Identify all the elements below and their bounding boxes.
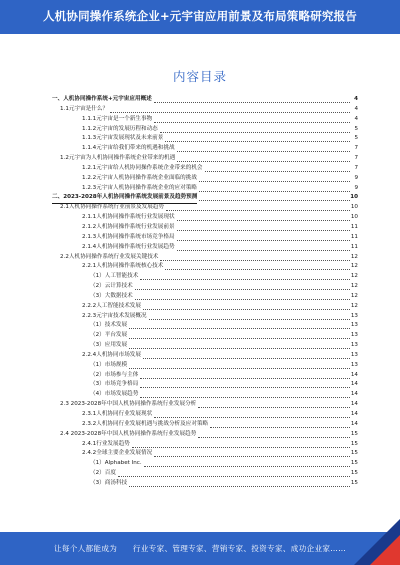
toc-entry[interactable]	[46, 479, 358, 489]
toc-page-number: 14	[350, 371, 358, 378]
toc-dot-leader	[143, 302, 350, 310]
toc-dot-leader	[110, 105, 350, 113]
corner-decoration-red	[370, 535, 400, 565]
toc-entry[interactable]	[46, 233, 358, 243]
toc-dot-leader	[177, 213, 350, 221]
toc-entry[interactable]	[46, 459, 358, 469]
toc-dot-leader	[199, 193, 350, 201]
toc-dot-leader	[135, 292, 350, 300]
toc-page-number: 15	[350, 440, 358, 447]
toc-entry[interactable]	[46, 292, 358, 302]
toc-dot-leader	[165, 134, 350, 142]
report-header-bar	[0, 0, 400, 34]
toc-dot-leader	[132, 440, 350, 448]
toc-dot-leader	[129, 331, 350, 339]
toc-entry-label: （1）技术发展	[90, 322, 128, 329]
toc-page-number: 13	[350, 351, 358, 358]
toc-entry[interactable]	[46, 430, 358, 440]
toc-entry[interactable]	[46, 125, 358, 135]
toc-entry[interactable]	[46, 272, 358, 282]
toc-entry-label: 2.2.4人机协同市场发展	[82, 351, 141, 358]
toc-dot-leader	[198, 430, 350, 438]
toc-entry[interactable]	[46, 410, 358, 420]
toc-page-number: 5	[354, 125, 358, 132]
toc-dot-leader	[154, 449, 350, 457]
toc-dot-leader	[154, 115, 350, 123]
toc-page-number: 12	[350, 283, 358, 290]
toc-page-number: 13	[350, 342, 358, 349]
toc-page-number: 15	[350, 470, 358, 477]
toc-page-number: 12	[350, 263, 358, 270]
toc-page-number: 13	[350, 322, 358, 329]
footer-bar	[0, 532, 400, 565]
report-title: 人机协同操作系统企业+元宇宙应用前景及布局策略研究报告	[42, 9, 358, 23]
toc-dot-leader	[198, 400, 350, 408]
toc-page-number: 7	[354, 164, 358, 171]
toc-entry[interactable]	[46, 243, 358, 253]
toc-dot-leader	[129, 341, 350, 349]
toc-dot-leader	[199, 184, 350, 192]
toc-dot-leader	[199, 174, 350, 182]
toc-dot-leader	[210, 420, 350, 428]
toc-page-number: 14	[350, 401, 358, 408]
toc-page-number: 15	[350, 479, 358, 486]
toc-entry-label: 1.1.3元宇宙发展现状及未来前景	[82, 135, 164, 142]
toc-entry[interactable]	[46, 331, 358, 341]
toc-page-number: 4	[354, 105, 358, 112]
toc-entry[interactable]	[46, 223, 358, 233]
toc-dot-leader	[177, 154, 350, 162]
toc-entry-label: 2.1.3人机协同操作系统市场竞争格局	[82, 233, 175, 240]
toc-dot-leader	[129, 479, 350, 487]
toc-page-number: 10	[350, 194, 358, 201]
toc-entry-label: 2.1.2人机协同操作系统行业发展前景	[82, 223, 175, 230]
toc-entry-label: 1.1元宇宙是什么？	[60, 105, 109, 112]
toc-entry-label: 2.2.1人机协同操作系统核心技术	[82, 263, 164, 270]
toc-entry-label: （3）应用发展	[90, 342, 128, 349]
toc-page-number: 7	[354, 155, 358, 162]
toc-entry[interactable]	[46, 440, 358, 450]
toc-page-number: 7	[354, 145, 358, 152]
toc-dot-leader	[160, 253, 350, 261]
toc-page-number: 12	[350, 273, 358, 280]
toc-page-number: 5	[354, 135, 358, 142]
toc-page-number: 11	[350, 233, 358, 240]
toc-entry-label: （2）平台发展	[90, 332, 128, 339]
toc-page-number: 9	[354, 184, 358, 191]
toc-dot-leader	[177, 223, 350, 231]
toc-entry[interactable]	[46, 105, 358, 115]
toc-dot-leader	[118, 469, 350, 477]
toc-entry[interactable]	[46, 341, 358, 351]
toc-entry[interactable]	[46, 262, 358, 272]
toc-entry-label: 2.1.4人机协同操作系统行业发展趋势	[82, 243, 175, 250]
toc-dot-leader	[177, 243, 350, 251]
toc-entry-label: （4）市场发展趋势	[90, 391, 139, 398]
toc-entry-label: 2.3 2023-2028年中国人机协同操作系统行业发展分析	[60, 401, 197, 408]
toc-entry[interactable]	[46, 469, 358, 479]
toc-dot-leader	[205, 164, 350, 172]
toc-entry-label: （2）云计算技术	[90, 283, 133, 290]
toc-dot-leader	[160, 125, 350, 133]
toc-entry[interactable]	[46, 164, 358, 174]
toc-entry-label: 2.2.2人工智能技术发展	[82, 302, 141, 309]
toc-entry[interactable]	[46, 380, 358, 390]
toc-entry[interactable]	[46, 193, 358, 203]
toc-page-number: 14	[350, 420, 358, 427]
toc-page-number: 12	[350, 292, 358, 299]
toc-entry[interactable]	[46, 174, 358, 184]
toc-page-number: 12	[350, 302, 358, 309]
toc-entry-label: （3）市场竞争格局	[90, 381, 139, 388]
toc-entry[interactable]	[46, 253, 358, 263]
toc-entry[interactable]	[46, 449, 358, 459]
toc-heading: 内容目录	[172, 69, 227, 84]
toc-entry-label: （3）商汤科技	[90, 479, 128, 486]
toc-page-number: 11	[350, 223, 358, 230]
toc-dot-leader	[140, 390, 350, 398]
toc-entry[interactable]	[46, 134, 358, 144]
toc-entry[interactable]	[46, 282, 358, 292]
toc-entry-label: 2.2.3元宇宙技术发展概况	[82, 312, 147, 319]
toc-page-number: 4	[354, 115, 358, 122]
toc-entry-label: 1.1.4元宇宙给我们带来的机遇和挑战	[82, 145, 175, 152]
toc-entry[interactable]	[46, 371, 358, 381]
toc-entry[interactable]	[46, 351, 358, 361]
toc-entry[interactable]	[46, 115, 358, 125]
toc-page-number: 14	[350, 381, 358, 388]
toc-page-number: 13	[350, 332, 358, 339]
toc-entry-label: 1.2元宇宙为人机协同操作系统企业带来的机遇	[60, 155, 176, 162]
toc-entry-label: 一、人机协同操作系统+元宇宙应用概述	[52, 96, 152, 102]
toc-dot-leader	[140, 272, 350, 280]
toc-entry-label: 1.2.1元宇宙给人机协同操作系统企业带来的机会	[82, 164, 203, 171]
toc-entry-label: 2.1.1人机协同操作系统行业发展现状	[82, 214, 175, 221]
toc-page-number: 15	[350, 460, 358, 467]
toc-page-number: 4	[354, 96, 358, 102]
toc-entry-label: 二、2023-2028年人机协同操作系统发展前景及趋势预测	[52, 193, 197, 204]
toc-entry-label: （2）百度	[90, 470, 116, 477]
toc-entry[interactable]	[46, 302, 358, 312]
toc-dot-leader	[154, 95, 350, 103]
toc-entry[interactable]	[46, 400, 358, 410]
toc-entry-label: （1）Alphabet Inc.	[90, 460, 142, 467]
toc-entry[interactable]	[46, 312, 358, 322]
toc-dot-leader	[129, 321, 350, 329]
toc-page-number: 13	[350, 361, 358, 368]
toc-dot-leader	[143, 351, 350, 359]
toc-entry[interactable]	[46, 95, 358, 105]
table-of-contents	[46, 95, 358, 489]
toc-page-number: 10	[350, 214, 358, 221]
toc-entry[interactable]	[46, 144, 358, 154]
toc-page-number: 10	[350, 204, 358, 211]
toc-dot-leader	[149, 312, 350, 320]
toc-entry-label: （2）市场参与主体	[90, 371, 139, 378]
toc-dot-leader	[154, 410, 350, 418]
toc-entry-label: 2.4.1行业发展趋势	[82, 440, 130, 447]
toc-entry-label: 2.3.2人机协同行业发展机遇与挑战分析及应对策略	[82, 420, 209, 427]
toc-page-number: 9	[354, 174, 358, 181]
toc-dot-leader	[135, 282, 350, 290]
toc-page-number: 11	[350, 243, 358, 250]
toc-entry[interactable]	[46, 154, 358, 164]
toc-page-number: 15	[350, 430, 358, 437]
toc-dot-leader	[177, 233, 350, 241]
toc-page-number: 14	[350, 411, 358, 417]
toc-entry-label: 1.1.1元宇宙是一个新生事物	[82, 115, 153, 122]
toc-dot-leader	[165, 262, 350, 270]
toc-page-number: 12	[350, 253, 358, 260]
toc-entry-label: 1.1.2元宇宙的发展历程和动态	[82, 125, 158, 132]
toc-entry-label: （1）市场规模	[90, 361, 128, 368]
toc-entry-label: （1）人工智能技术	[90, 273, 139, 280]
toc-entry[interactable]	[46, 361, 358, 371]
toc-entry-label: （3）大数据技术	[90, 292, 133, 299]
toc-page-number: 14	[350, 391, 358, 398]
toc-entry-label: 2.4 2023-2028年中国人机协同操作系统行业发展趋势	[60, 430, 197, 437]
toc-entry-label: 1.2.2元宇宙人机协同操作系统企业面临的挑战	[82, 174, 197, 181]
toc-entry-label: 2.4.2全球主要企业发展情况	[82, 450, 153, 457]
toc-entry[interactable]	[46, 213, 358, 223]
toc-entry-label: 2.1人机协同操作系统行业前景及发展趋势	[60, 204, 164, 211]
toc-entry[interactable]	[46, 321, 358, 331]
toc-entry-label: 1.2.3元宇宙人机协同操作系统企业的应对策略	[82, 184, 197, 191]
toc-dot-leader	[166, 203, 350, 211]
toc-dot-leader	[140, 380, 350, 388]
toc-entry-label: 2.2人机协同操作系统行业发展关键技术	[60, 253, 159, 260]
toc-entry[interactable]	[46, 184, 358, 194]
toc-entry-label: 2.3.1人机协同行业发展现状	[82, 411, 153, 417]
toc-dot-leader	[177, 144, 350, 152]
toc-dot-leader	[129, 361, 350, 369]
toc-entry[interactable]	[46, 203, 358, 213]
toc-dot-leader	[144, 459, 350, 467]
toc-entry[interactable]	[46, 390, 358, 400]
footer-slogan: 让每个人都能成为 行业专家、管理专家、营销专家、投资专家、成功企业家……	[53, 544, 347, 553]
toc-entry[interactable]	[46, 420, 358, 430]
toc-page-number: 13	[350, 312, 358, 319]
toc-dot-leader	[140, 371, 350, 379]
toc-page-number: 15	[350, 450, 358, 457]
